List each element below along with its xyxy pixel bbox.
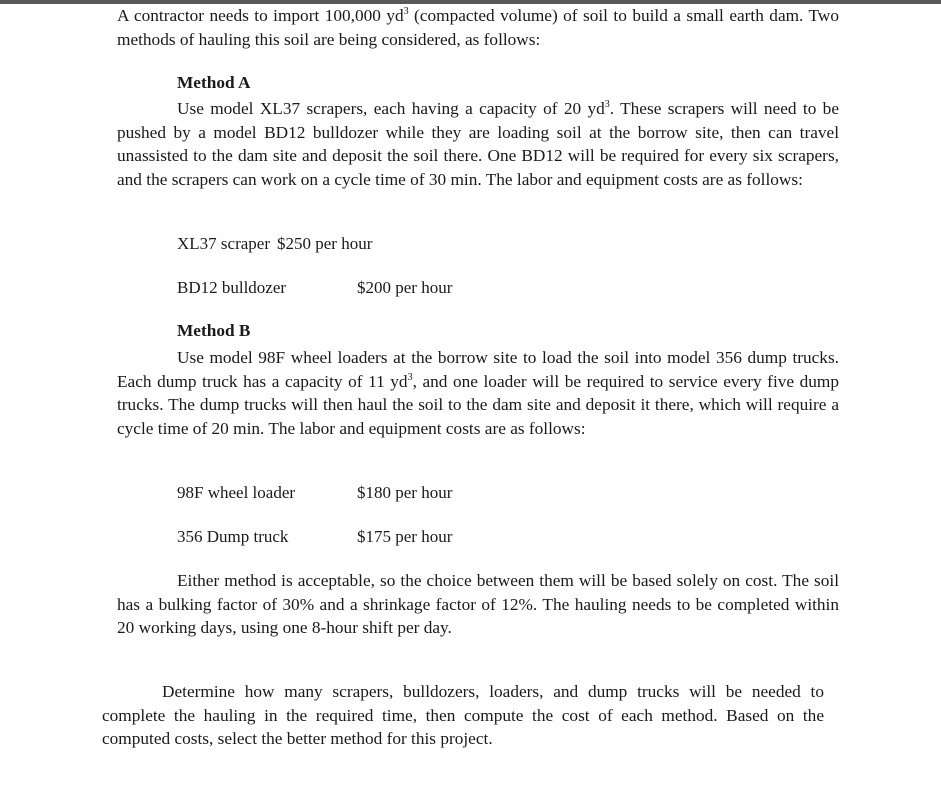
cost-row-bd12-bulldozer	[177, 277, 452, 299]
method-a-text-start: Use model XL37 scrapers, each having a capacity of 20 yd	[177, 99, 605, 118]
intro-cubic-superscript: 3	[403, 6, 409, 17]
cost-item-label: BD12 bulldozer	[177, 278, 287, 297]
method-a-text-end: . These scrapers will need to be pushed by a model BD12 bulldozer while they are loading soil at the borrow site, then can travel unassisted to the dam site and deposit the soil there. One BD12 will be required for every six scrapers, and the scrapers can work on a cycle time of 30 min. The labor and equipment costs are as follows:	[117, 99, 839, 189]
cost-item-label: 98F wheel loader	[177, 483, 296, 502]
method-b-heading: Method B	[177, 321, 251, 340]
cost-item-rate: $200 per hour	[357, 278, 453, 297]
method-a-cubic-superscript: 3	[604, 99, 610, 110]
cost-row-98f-wheel-loader	[177, 482, 452, 504]
cost-item-rate: $175 per hour	[357, 527, 453, 546]
task-paragraph: Determine how many scrapers, bulldozers, loaders, and dump trucks will be needed to complete the hauling in the required time, then compute the cost of each method. Based on the computed costs, select the better method for this project.	[102, 682, 824, 749]
method-b-description	[117, 346, 839, 440]
method-b-cubic-superscript: 3	[407, 371, 413, 383]
cost-row-356-dump-truck	[177, 526, 452, 548]
cost-item-rate: $250 per hour	[277, 234, 373, 253]
intro-text-start: A contractor needs to import 100,000 yd	[117, 6, 404, 25]
cost-item-label: 356 Dump truck	[177, 527, 289, 546]
method-a-heading: Method A	[177, 73, 251, 92]
intro-text-end: (compacted volume) of soil to build a small earth dam. Two methods of hauling this soil are being considered, as follows:	[117, 6, 839, 49]
method-b-text-start: Use model 98F wheel loaders at the borrow site to load the soil into model 356 dump trucks. Each dump truck has a capacity of 11 yd	[117, 348, 839, 391]
cost-item-label: XL37 scraper	[177, 234, 270, 253]
method-b-text-end: , and one loader will be required to service every five dump trucks. The dump trucks will then haul the soil to the dam site and deposit it there, which will require a cycle time of 20 min. The labor and equipment costs are as follows:	[117, 371, 839, 438]
intro-paragraph	[117, 4, 839, 51]
conditions-paragraph: Either method is acceptable, so the choice between them will be based solely on cost. The soil has a bulking factor of 30% and a shrinkage factor of 12%. The hauling needs to be completed within 20 working days, using one 8-hour shift per day.	[117, 571, 839, 638]
cost-item-rate: $180 per hour	[357, 483, 453, 502]
method-a-description	[117, 97, 839, 191]
cost-row-xl37-scraper	[177, 233, 372, 255]
